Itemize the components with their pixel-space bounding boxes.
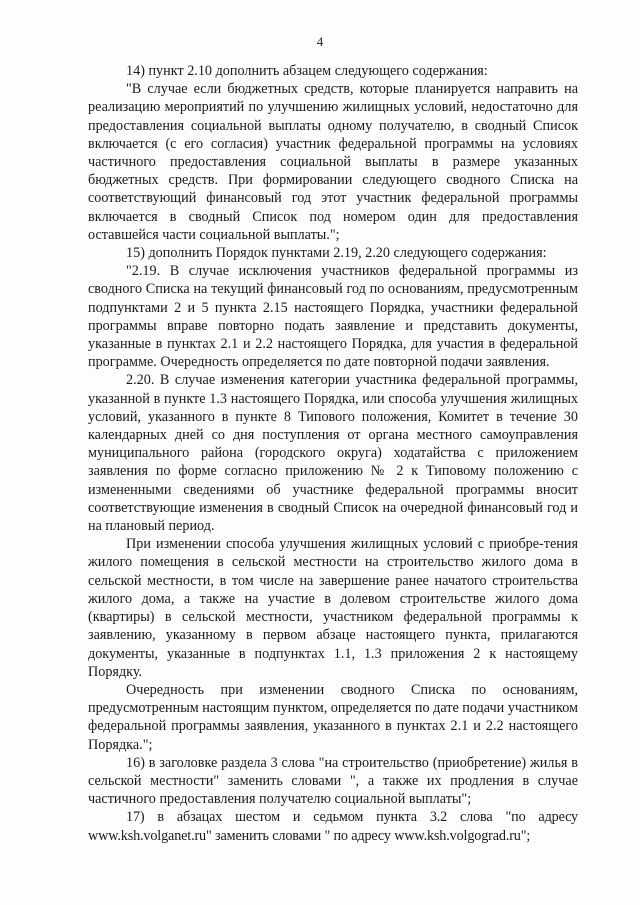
paragraph-item-17: 17) в абзацах шестом и седьмом пункта 3.2 слова "по адресу www.ksh.volganet.ru" заменить словами " по адресу www.ksh.volgograd.ru"; [88, 809, 578, 844]
paragraph-clause-2-19: "2.19. В случае исключения участников федеральной программы из сводного Списка на текущий финансовый год по основаниям, предусмотренным подпунктами 2 и 5 пункта 2.15 настоящего Порядка, участники федеральной программы вправе повторно подать заявление и представить документы, указанные в пунктах 2.1 и 2.2 настоящего Порядка, для участия в федеральной программе. Очередность определяется по дате повторной подачи заявления. [88, 263, 578, 371]
paragraph-item-15: 15) дополнить Порядок пунктами 2.19, 2.20 следующего содержания: [126, 245, 547, 262]
page-number: 4 [316, 34, 324, 49]
paragraph-clause-2-20: 2.20. В случае изменения категории участника федеральной программы, указанной в пункте 1.3 настоящего Порядка, или способа улучшения жилищных условий, указанного в пункте 8 Типового положения, Комитет в течение 30 календарных дней со дня поступления от органа местного самоуправления муниципального района (городского округа) ходатайства с приложением заявления по форме согласно приложению № 2 к Типовому положению с измененными сведениями об участнике федеральной программы вносит соответствующие изменения в сводный Список на очередной финансовый год и на плановый период. [88, 372, 578, 535]
paragraph-housing-change: При изменении способа улучшения жилищных условий с приобре-тения жилого помещения в сельской местности на строительство жилого дома в сельской местности, в том числе на завершение ранее начатого строительства жилого дома, а также на участие в долевом строительстве жилого дома (квартиры) в сельской местности, участником федеральной программы к заявлению, указанному в первом абзаце настоящего пункта, прилагаются документы, указанные в подпунктах 1.1, 1.3 приложения 2 к настоящему Порядку. [88, 536, 578, 680]
document-body [88, 62, 578, 845]
paragraph-item-14: 14) пункт 2.10 дополнить абзацем следующего содержания: [126, 63, 488, 79]
paragraph-queue-order: Очередность при изменении сводного Списка по основаниям, предусмотренным настоящим пунктом, определяется по дате подачи участником федеральной программы заявления, указанного в пунктах 2.1 и 2.2 настоящего Порядка."; [88, 681, 578, 753]
paragraph-quote-2-10: "В случае если бюджетных средств, которые планируется направить на реализацию мероприятий по улучшению жилищных условий, недостаточно для предоставления социальной выплаты одному получателю, в сводный Список включается (с его согласия) участник федеральной программы на условиях частичного предоставления социальной выплаты в размере указанных бюджетных средств. При формировании следующего сводного Списка на соответствующий финансовый год этот участник федеральной программы включается в сводный Список под номером один для предоставления оставшейся части социальной выплаты."; [88, 81, 578, 243]
paragraph-item-16: 16) в заголовке раздела 3 слова "на строительство (приобретение) жилья в сельской местности" заменить словами ", а также их продления в случае частичного предоставления получателю социальной выплаты"; [88, 754, 578, 808]
